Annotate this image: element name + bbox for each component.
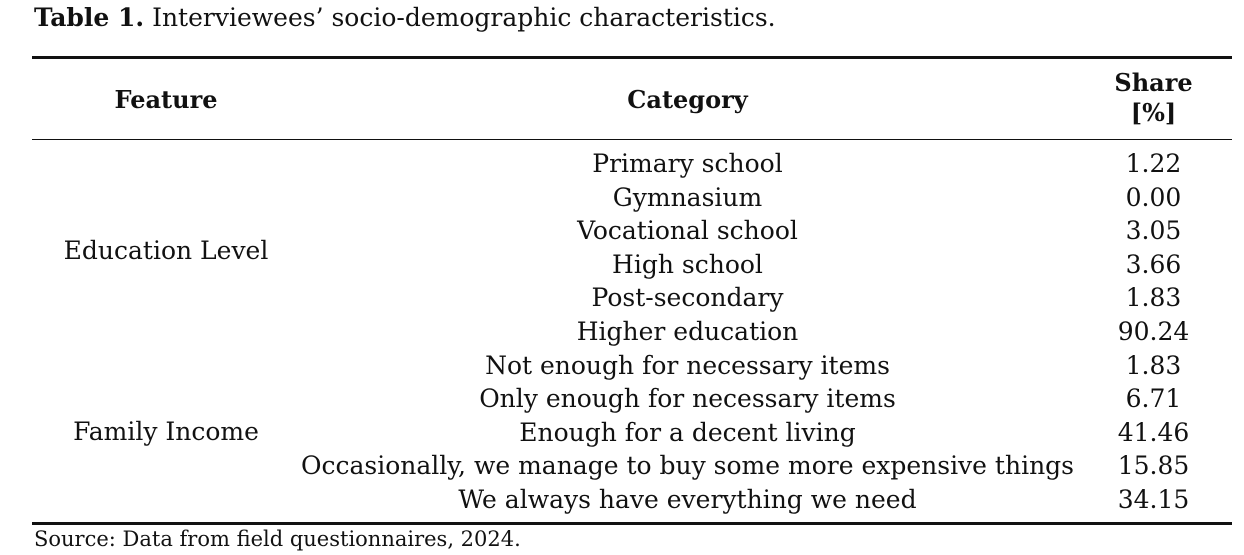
table-caption — [34, 2, 776, 34]
share-cell: 34.15 — [1117, 484, 1190, 514]
share-cell: 3.66 — [1125, 249, 1182, 279]
table-header-rule — [32, 139, 1232, 140]
feature-family-income: Family Income — [73, 417, 259, 446]
share-cell: 1.83 — [1125, 350, 1182, 380]
category-cell: Occasionally, we manage to buy some more expensive things — [300, 451, 1075, 481]
share-cell: 3.05 — [1125, 216, 1182, 246]
header-share — [1075, 68, 1232, 128]
share-cell: 15.85 — [1117, 451, 1190, 481]
category-cell: We always have everything we need — [458, 484, 917, 514]
category-cell: Vocational school — [577, 216, 798, 246]
share-cell: 0.00 — [1125, 182, 1182, 212]
category-cell: Post-secondary — [591, 283, 784, 313]
category-column — [300, 147, 1075, 517]
share-cell: 6.71 — [1125, 384, 1182, 414]
share-cell: 41.46 — [1117, 417, 1190, 447]
category-cell: Gymnasium — [612, 182, 763, 212]
category-cell: Higher education — [576, 316, 799, 346]
category-cell: Not enough for necessary items — [485, 350, 890, 380]
table-caption-text: Interviewees’ socio-demographic characteristics. — [152, 3, 776, 32]
share-cell: 1.83 — [1125, 283, 1182, 313]
header-share-label: Share — [1114, 68, 1193, 97]
table-top-rule — [32, 56, 1232, 59]
header-feature: Feature — [114, 85, 218, 114]
table-source-note: Source: Data from field questionnaires, 2024. — [34, 527, 521, 551]
share-cell: 1.22 — [1125, 149, 1182, 178]
header-share-unit: [%] — [1130, 98, 1177, 127]
category-cell: High school — [612, 249, 763, 279]
share-column — [1075, 147, 1232, 517]
header-category: Category — [627, 85, 748, 114]
share-cell: 90.24 — [1117, 316, 1190, 346]
feature-education-level: Education Level — [63, 236, 269, 265]
category-cell: Only enough for necessary items — [479, 384, 896, 414]
category-cell: Enough for a decent living — [519, 417, 856, 447]
category-cell: Primary school — [592, 149, 783, 178]
table-caption-label: Table 1. — [34, 3, 145, 32]
